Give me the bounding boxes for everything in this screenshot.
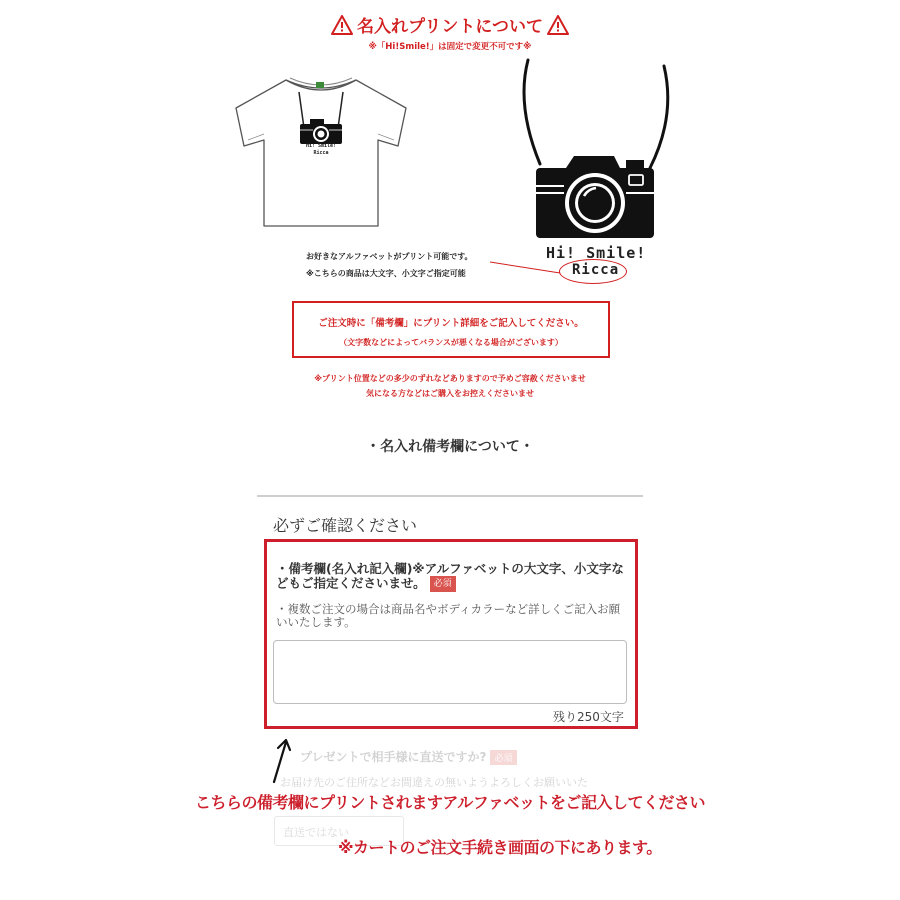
char-counter: 残り250文字 xyxy=(553,710,624,724)
instruction-line1: ご注文時に「備考欄」にプリント詳細をご記入してください。 xyxy=(318,318,584,329)
note-line1: お好きなアルファベットがプリント可能です。 xyxy=(306,252,473,261)
warning-triangle-icon xyxy=(331,15,353,35)
section-heading: ・名入れ備考欄について・ xyxy=(366,439,534,455)
instruction-line2: （文字数などによってバランスが悪くなる場合がございます） xyxy=(339,338,563,347)
page-title xyxy=(0,12,900,37)
required-badge: 必須 xyxy=(430,576,456,592)
note-line2: ※こちらの商品は大文字、小文字ご指定可能 xyxy=(306,269,466,278)
gift-required-badge: 必須 xyxy=(490,750,516,765)
camera-illustration xyxy=(516,56,676,256)
divider xyxy=(257,495,643,497)
pointer-line xyxy=(490,260,562,276)
remarks-textarea[interactable] xyxy=(273,640,627,704)
remarks-field-help: ・複数ご注文の場合は商品名やボディカラーなど詳しくご記入お願いいたします。 xyxy=(276,602,621,629)
gift-select[interactable]: 直送ではない xyxy=(274,816,404,846)
gift-field-label xyxy=(300,748,517,765)
arrow-up-icon xyxy=(268,736,294,784)
callout-line2: ※カートのご注文手続き画面の下にあります。 xyxy=(338,838,662,857)
callout-line1: こちらの備考欄にプリントされますアルファベットをご記入してください xyxy=(195,793,705,812)
remarks-field-label xyxy=(276,562,626,592)
camera-print-line2: Ricca xyxy=(572,262,620,278)
form-heading: 必ずご確認ください xyxy=(273,516,418,535)
remarks-field-label-text: ・備考欄(名入れ記入欄)※アルファベットの大文字、小文字などもご指定くださいませ。 xyxy=(276,561,624,591)
warning-triangle-icon xyxy=(547,15,569,35)
disclaimer-line1: ※プリント位置などの多少のずれなどありますので予めご容赦くださいませ xyxy=(314,374,586,383)
title-text: 名入れプリントについて xyxy=(357,17,543,37)
camera-print-line1: Hi! Smile! xyxy=(546,244,647,262)
shirt-print-line1: Hi! Smile! xyxy=(305,143,337,149)
shirt-print-line2: Ricca xyxy=(313,150,329,156)
gift-field-label-text: プレゼントで相手様に直送ですか? xyxy=(300,750,487,764)
subtitle: ※「Hi!Smile!」は固定で変更不可です※ xyxy=(368,42,532,52)
disclaimer-line2: 気になる方などはご購入をお控えくださいませ xyxy=(366,389,534,398)
highlight-oval xyxy=(559,259,627,284)
instruction-box xyxy=(292,301,610,358)
gift-field-help: お届け先のご住所などお間違えの無いようよろしくお願いいた xyxy=(280,776,588,789)
